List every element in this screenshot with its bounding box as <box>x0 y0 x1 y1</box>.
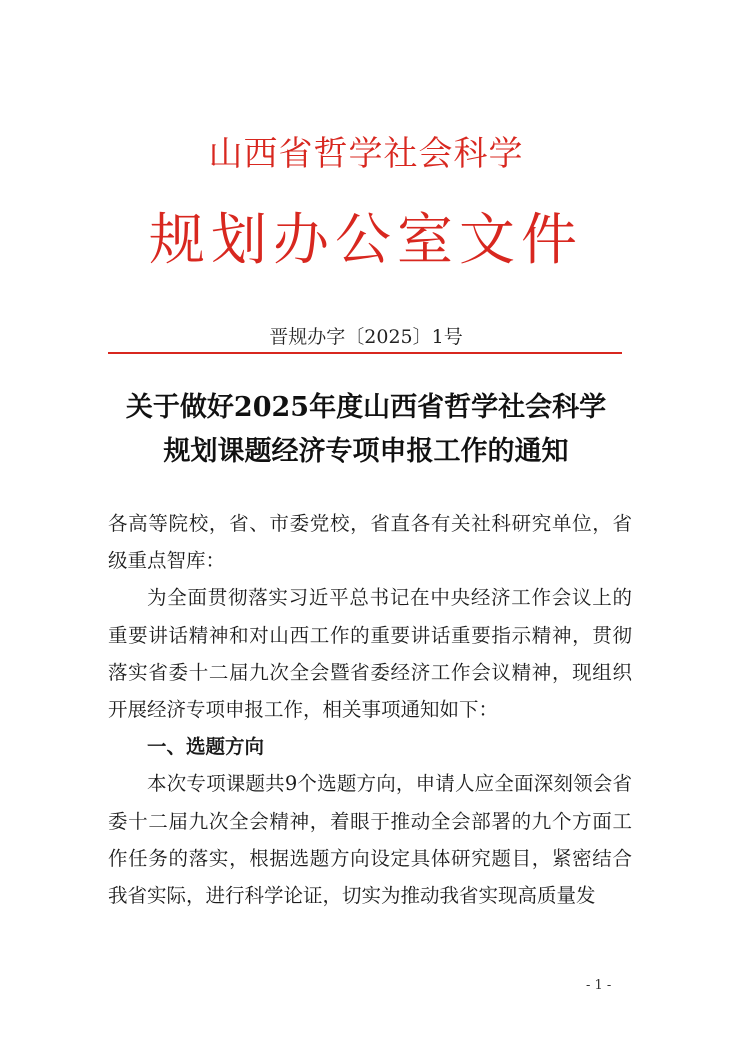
page-number: - 1 - <box>586 978 612 993</box>
section-heading: 一、选题方向 <box>147 735 265 759</box>
body-paragraph: 本次专项课题共9个选题方向，申请人应全面深刻领会省委十二届九次全会精神，着眼于推动全会部署的九个方面工作任务的落实，根据选题方向设定具体研究题目，紧密结合我省实际，进行科学论证，切实为推动我省实现高质量发 <box>108 772 632 908</box>
notice-title-line2: 规划课题经济专项申报工作的通知 <box>163 436 569 467</box>
body-paragraph: 为全面贯彻落实习近平总书记在中央经济工作会议上的重要讲话精神和对山西工作的重要讲话重要指示精神，贯彻落实省委十二届九次全会暨省委经济工作会议精神，现组织开展经济专项申报工作，相关事项通知如下： <box>108 586 632 722</box>
document-number: 晋规办字〔2025〕1号 <box>269 326 463 348</box>
document-body <box>108 505 632 914</box>
addressee-paragraph: 各高等院校，省、市委党校，省直各有关社科研究单位，省级重点智库： <box>108 512 632 573</box>
red-divider-line <box>108 352 622 354</box>
document-type-heading: 规划办公室文件 <box>149 208 583 273</box>
notice-title-line1: 关于做好2025年度山西省哲学社会科学 <box>125 392 607 423</box>
notice-title <box>0 386 732 474</box>
issuer-name: 山西省哲学社会科学 <box>208 134 524 174</box>
